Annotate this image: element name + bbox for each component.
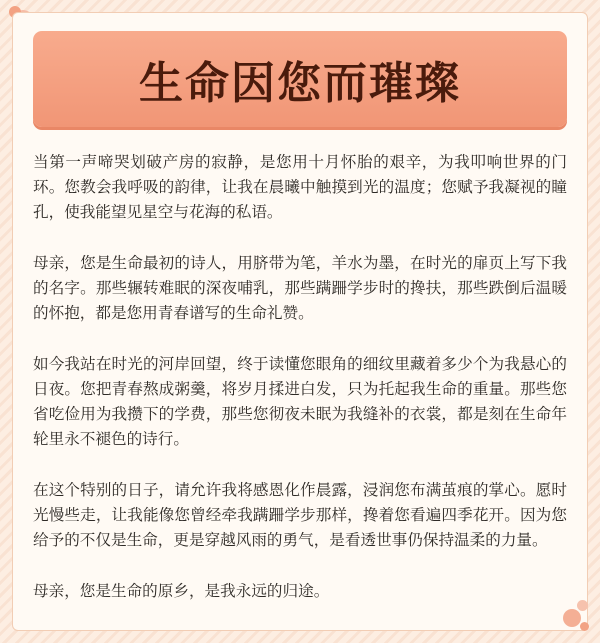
decorative-dot	[580, 622, 589, 631]
title-banner	[33, 31, 567, 127]
paragraph: 当第一声啼哭划破产房的寂静，是您用十月怀胎的艰辛，为我叩响世界的门环。您教会我呼吸的韵律，让我在晨曦中触摸到光的温度；您赋予我凝视的瞳孔，使我能望见星空与花海的私语。	[33, 153, 567, 221]
page-title: 生命因您而璀璨	[139, 58, 461, 109]
paragraph: 母亲，您是生命的原乡，是我永远的归途。	[33, 582, 330, 600]
article-body	[33, 150, 567, 630]
paragraph: 如今我站在时光的河岸回望，终于读懂您眼角的细纹里藏着多少个为我悬心的日夜。您把青春熬成粥羹，将岁月揉进白发，只为托起我生命的重量。那些您省吃俭用为我攒下的学费，那些您彻夜未眠为我缝补的衣裳，都是刻在生命年轮里永不褪色的诗行。	[33, 355, 567, 448]
decorative-dot	[563, 609, 581, 627]
paragraph: 在这个特别的日子，请允许我将感恩化作晨露，浸润您布满茧痕的掌心。愿时光慢些走，让我能像您曾经牵我蹒跚学步那样，搀着您看遍四季花开。因为您给予的不仅是生命，更是穿越风雨的勇气，是看透世事仍保持温柔的力量。	[33, 481, 567, 549]
paragraph: 母亲，您是生命最初的诗人，用脐带为笔，羊水为墨，在时光的扉页上写下我的名字。那些辗转难眠的深夜哺乳，那些蹒跚学步时的搀扶，那些跌倒后温暖的怀抱，都是您用青春谱写的生命礼赞。	[33, 254, 567, 322]
decorative-dot	[577, 600, 588, 611]
